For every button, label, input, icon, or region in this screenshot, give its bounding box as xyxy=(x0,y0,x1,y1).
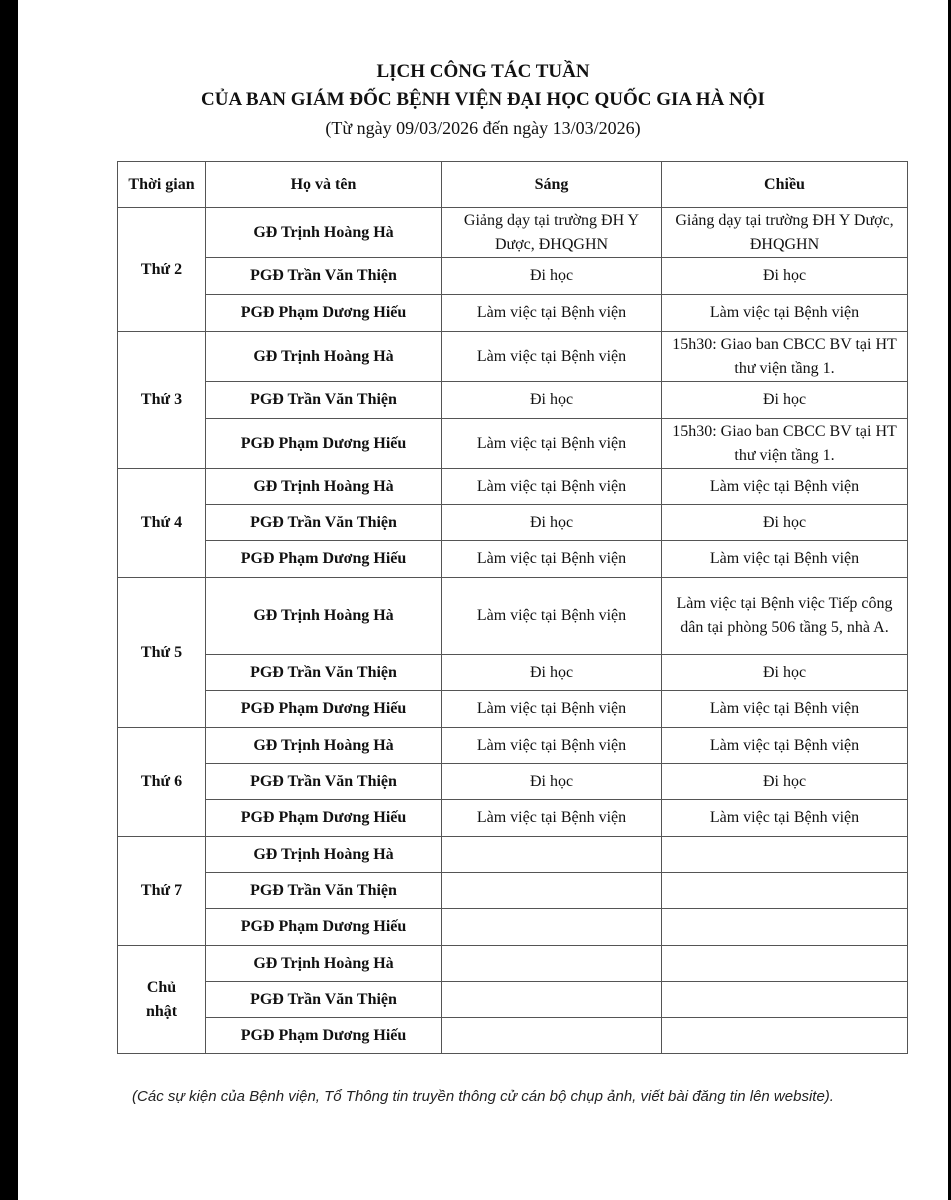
name-cell: GĐ Trịnh Hoàng Hà xyxy=(206,469,442,505)
morning-cell: Làm việc tại Bệnh viện xyxy=(442,728,662,764)
document-title: LỊCH CÔNG TÁC TUẦN xyxy=(376,61,590,82)
table-row xyxy=(118,578,908,655)
document-page xyxy=(18,0,948,1200)
table-row xyxy=(118,258,908,295)
afternoon-cell: Đi học xyxy=(662,382,908,419)
name-cell: PGĐ Phạm Dương Hiếu xyxy=(206,691,442,728)
table-row xyxy=(118,909,908,946)
table-row xyxy=(118,764,908,800)
table-row xyxy=(118,469,908,505)
afternoon-cell xyxy=(662,873,908,909)
morning-cell xyxy=(442,873,662,909)
name-cell: GĐ Trịnh Hoàng Hà xyxy=(206,728,442,764)
afternoon-cell: Đi học xyxy=(662,764,908,800)
name-cell: PGĐ Phạm Dương Hiếu xyxy=(206,419,442,469)
table-row xyxy=(118,332,908,382)
morning-cell: Làm việc tại Bệnh viện xyxy=(442,800,662,837)
morning-cell xyxy=(442,946,662,982)
day-label: Thứ 2 xyxy=(118,208,206,332)
name-cell: GĐ Trịnh Hoàng Hà xyxy=(206,837,442,873)
afternoon-cell xyxy=(662,982,908,1018)
afternoon-cell: 15h30: Giao ban CBCC BV tại HT thư viện tầng 1. xyxy=(662,332,908,382)
name-cell: PGĐ Trần Văn Thiện xyxy=(206,258,442,295)
footer-note: (Các sự kiện của Bệnh viện, Tổ Thông tin truyền thông cử cán bộ chụp ảnh, viết bài đăng tin lên website). xyxy=(132,1088,834,1105)
day-label: Thứ 4 xyxy=(118,469,206,578)
name-cell: GĐ Trịnh Hoàng Hà xyxy=(206,332,442,382)
name-cell: PGĐ Phạm Dương Hiếu xyxy=(206,909,442,946)
morning-cell: Làm việc tại Bệnh viện xyxy=(442,419,662,469)
morning-cell: Làm việc tại Bệnh viện xyxy=(442,541,662,578)
name-cell: PGĐ Trần Văn Thiện xyxy=(206,655,442,691)
table-row xyxy=(118,382,908,419)
morning-cell: Làm việc tại Bệnh viện xyxy=(442,469,662,505)
col-header-time: Thời gian xyxy=(118,162,206,208)
table-row xyxy=(118,873,908,909)
table-row xyxy=(118,837,908,873)
name-cell: PGĐ Phạm Dương Hiếu xyxy=(206,1018,442,1054)
afternoon-cell: Làm việc tại Bệnh viện xyxy=(662,295,908,332)
schedule-table xyxy=(117,161,908,1054)
table-row xyxy=(118,946,908,982)
morning-cell: Đi học xyxy=(442,764,662,800)
table-header-row xyxy=(118,162,908,208)
document-header xyxy=(18,58,948,142)
name-cell: GĐ Trịnh Hoàng Hà xyxy=(206,578,442,655)
name-cell: PGĐ Trần Văn Thiện xyxy=(206,505,442,541)
date-range: (Từ ngày 09/03/2026 đến ngày 13/03/2026) xyxy=(325,118,641,138)
afternoon-cell: Làm việc tại Bệnh viện xyxy=(662,800,908,837)
morning-cell: Làm việc tại Bệnh viện xyxy=(442,578,662,655)
day-label: Thứ 3 xyxy=(118,332,206,469)
name-cell: PGĐ Trần Văn Thiện xyxy=(206,764,442,800)
table-row xyxy=(118,505,908,541)
morning-cell: Đi học xyxy=(442,505,662,541)
table-row xyxy=(118,691,908,728)
table-row xyxy=(118,541,908,578)
col-header-afternoon: Chiều xyxy=(662,162,908,208)
afternoon-cell: Làm việc tại Bệnh viện xyxy=(662,728,908,764)
afternoon-cell: Làm việc tại Bệnh viện xyxy=(662,691,908,728)
day-label: Chủ nhật xyxy=(118,946,206,1054)
morning-cell: Đi học xyxy=(442,258,662,295)
afternoon-cell: Đi học xyxy=(662,655,908,691)
morning-cell: Làm việc tại Bệnh viện xyxy=(442,691,662,728)
afternoon-cell xyxy=(662,1018,908,1054)
morning-cell: Giảng dạy tại trường ĐH Y Dược, ĐHQGHN xyxy=(442,208,662,258)
col-header-name: Họ và tên xyxy=(206,162,442,208)
afternoon-cell: Làm việc tại Bệnh việc Tiếp công dân tại phòng 506 tầng 5, nhà A. xyxy=(662,578,908,655)
table-row xyxy=(118,208,908,258)
afternoon-cell xyxy=(662,946,908,982)
name-cell: PGĐ Phạm Dương Hiếu xyxy=(206,800,442,837)
day-label: Thứ 6 xyxy=(118,728,206,837)
afternoon-cell: Làm việc tại Bệnh viện xyxy=(662,541,908,578)
name-cell: GĐ Trịnh Hoàng Hà xyxy=(206,208,442,258)
schedule-body xyxy=(118,208,908,1054)
morning-cell xyxy=(442,909,662,946)
table-row xyxy=(118,295,908,332)
morning-cell xyxy=(442,1018,662,1054)
table-row xyxy=(118,728,908,764)
name-cell: PGĐ Trần Văn Thiện xyxy=(206,982,442,1018)
table-row xyxy=(118,655,908,691)
col-header-morning: Sáng xyxy=(442,162,662,208)
morning-cell: Làm việc tại Bệnh viện xyxy=(442,295,662,332)
name-cell: PGĐ Trần Văn Thiện xyxy=(206,873,442,909)
name-cell: PGĐ Phạm Dương Hiếu xyxy=(206,541,442,578)
afternoon-cell: Đi học xyxy=(662,505,908,541)
table-row xyxy=(118,419,908,469)
table-row xyxy=(118,1018,908,1054)
morning-cell xyxy=(442,982,662,1018)
day-label: Thứ 7 xyxy=(118,837,206,946)
afternoon-cell: Đi học xyxy=(662,258,908,295)
morning-cell: Đi học xyxy=(442,382,662,419)
table-row xyxy=(118,800,908,837)
morning-cell xyxy=(442,837,662,873)
afternoon-cell xyxy=(662,837,908,873)
name-cell: PGĐ Trần Văn Thiện xyxy=(206,382,442,419)
afternoon-cell: Giảng dạy tại trường ĐH Y Dược, ĐHQGHN xyxy=(662,208,908,258)
afternoon-cell xyxy=(662,909,908,946)
afternoon-cell: 15h30: Giao ban CBCC BV tại HT thư viện tầng 1. xyxy=(662,419,908,469)
table-row xyxy=(118,982,908,1018)
name-cell: PGĐ Phạm Dương Hiếu xyxy=(206,295,442,332)
morning-cell: Đi học xyxy=(442,655,662,691)
afternoon-cell: Làm việc tại Bệnh viện xyxy=(662,469,908,505)
document-subtitle: CỦA BAN GIÁM ĐỐC BỆNH VIỆN ĐẠI HỌC QUỐC GIA HÀ NỘI xyxy=(201,89,765,110)
day-label: Thứ 5 xyxy=(118,578,206,728)
morning-cell: Làm việc tại Bệnh viện xyxy=(442,332,662,382)
name-cell: GĐ Trịnh Hoàng Hà xyxy=(206,946,442,982)
